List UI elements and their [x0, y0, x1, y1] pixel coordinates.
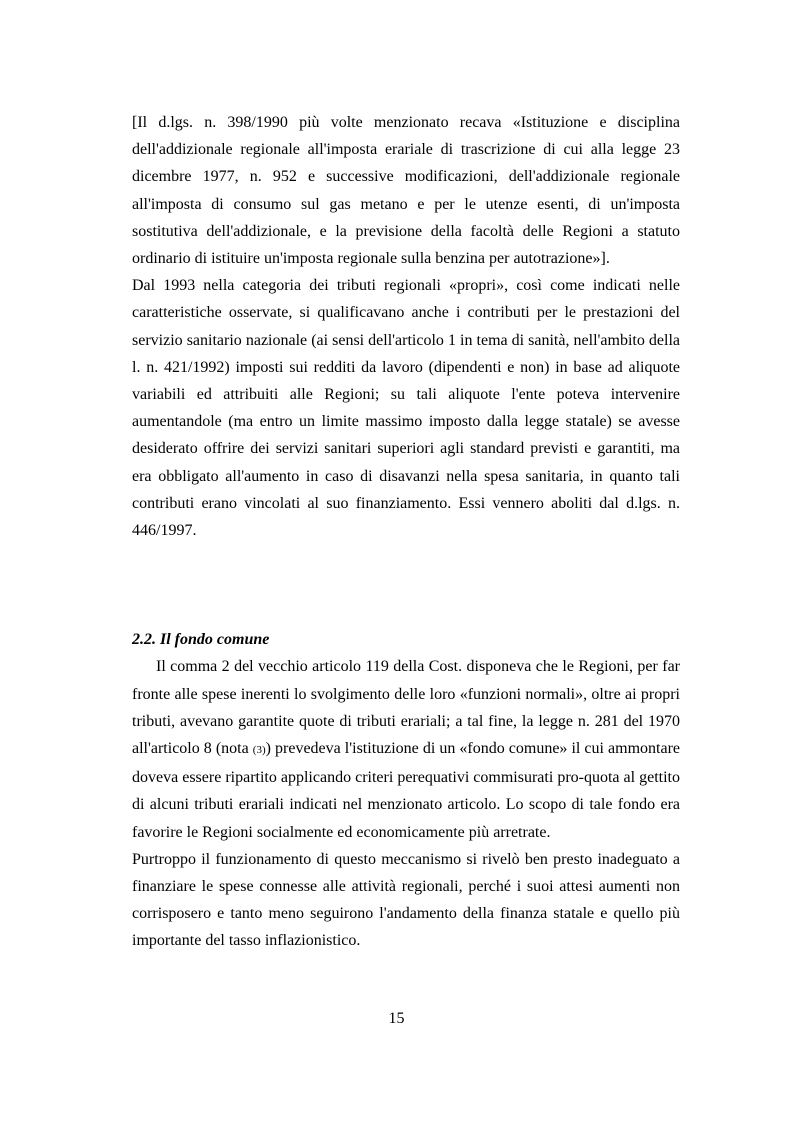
- paragraph-legislative-decree: [Il d.lgs. n. 398/1990 più volte menzionato recava «Istituzione e disciplina dell'addizionale regionale all'imposta erariale di trascrizione di cui alla legge 23 dicembre 1977, n. 952 e successive modificazioni, dell'addizionale regionale all'imposta di consumo sul gas metano e per le utenze esenti, di un'imposta sostitutiva dell'addizionale, e la previsione della facoltà delle Regioni a statuto ordinario di istituire un'imposta regionale sulla benzina per autotrazione»].: [132, 114, 680, 268]
- paragraph-fondo-comune-text-start: Il comma 2 del vecchio articolo 119 della Cost. disponeva che le Regioni, per far fronte alle spese inerenti lo svolgimento delle loro «funzioni normali», oltre ai propri tributi, avevano garantite quote di tributi erariali; a tal fine, la legge n. 281 del 1970 all'articolo 8 (nota: [132, 658, 680, 758]
- section-spacer: [132, 544, 680, 626]
- footnote-reference: (3): [252, 744, 266, 757]
- paragraph-regional-contributions: Dal 1993 nella categoria dei tributi regionali «propri», così come indicati nelle caratteristiche osservate, si qualificavano anche i contributi per le prestazioni del servizio sanitario nazionale (ai sensi dell'articolo 1 in tema di sanità, nell'ambito della l. n. 421/1992) imposti sui redditi da lavoro (dipendenti e non) in base ad aliquote variabili ed attribuiti alle Regioni; su tali aliquote l'ente poteva intervenire aumentandole (ma entro un limite massimo imposto dalla legge statale) se avesse desiderato offrire dei servizi sanitari superiori agli standard previsti e garantiti, ma era obbligato all'aumento in caso di disavanzi nella spesa sanitaria, in quanto tali contributi erano vincolati al suo finanziamento. Essi vennero aboliti dal d.lgs. n. 446/1997.: [132, 277, 680, 540]
- document-page: [132, 109, 680, 955]
- paragraph-fondo-comune-text-end: ) prevedeva l'istituzione di un «fondo comune» il cui ammontare doveva essere ripartito applicando criteri perequativi commisurati pro-quota al gettito di alcuni tributi erariali indicati nel menzionato articolo. Lo scopo di tale fondo era favorire le Regioni socialmente ed economicamente più arretrate.: [132, 740, 681, 841]
- paragraph-mechanism-inadequate: Purtroppo il funzionamento di questo meccanismo si rivelò ben presto inadeguato a finanziare le spese connesse alle attività regionali, perché i suoi attesi aumenti non corrisposero e tanto meno seguirono l'andamento della finanza statale e quello più importante del tasso inflazionistico.: [132, 850, 680, 950]
- page-number: 15: [388, 1010, 405, 1027]
- paragraph-fondo-comune: [132, 653, 680, 845]
- section-title: 2.2. Il fondo comune: [132, 631, 270, 649]
